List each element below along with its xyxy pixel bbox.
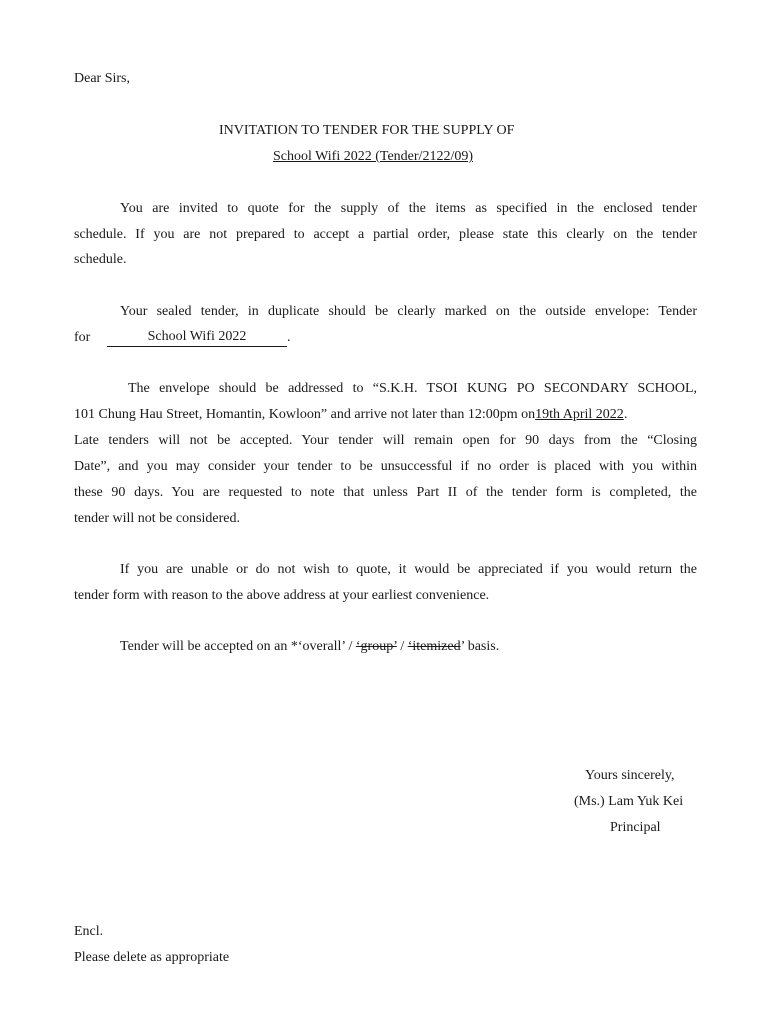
signatory-title: Principal (610, 820, 661, 835)
option-itemized-struck: ‘itemized (407, 639, 461, 654)
salutation: Dear Sirs, (74, 71, 130, 86)
enclosure-label: Encl. (74, 924, 104, 939)
document-title: INVITATION TO TENDER FOR THE SUPPLY OF (219, 123, 515, 138)
closing-date: 19th April 2022 (535, 407, 624, 422)
option-group-struck: ‘group’ (355, 639, 397, 654)
document-subtitle: School Wifi 2022 (Tender/2122/09) (273, 149, 473, 164)
tender-item-name: School Wifi 2022 (147, 329, 247, 344)
signoff-closing: Yours sincerely, (585, 768, 675, 783)
signatory-name: (Ms.) Lam Yuk Kei (574, 794, 684, 809)
tender-basis: Tender will be accepted on an *‘overall’ / ‘group’ / ‘itemized’ basis. (120, 639, 500, 654)
delete-note: Please delete as appropriate (74, 950, 230, 965)
